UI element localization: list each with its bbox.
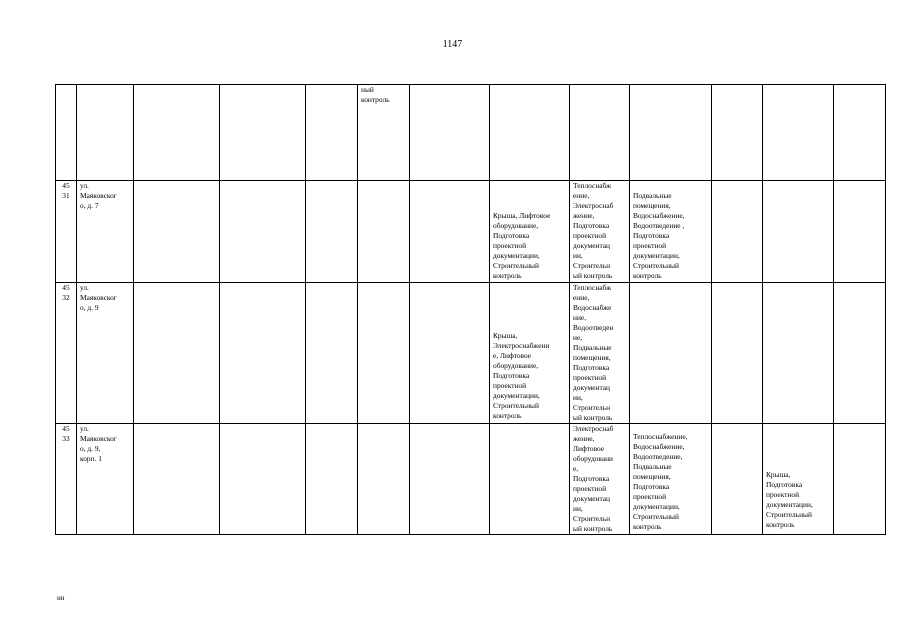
table-row (56, 424, 886, 535)
work-schedule-table (55, 84, 886, 535)
table-cell (834, 283, 886, 424)
page-number: 1147 (442, 39, 463, 50)
table-cell (306, 85, 358, 181)
table-cell (306, 181, 358, 283)
work-cell (490, 85, 570, 181)
work-cell (630, 85, 712, 181)
table-cell (134, 85, 220, 181)
work-cell (570, 85, 630, 181)
footer-note: нн (57, 594, 65, 602)
table-row (56, 85, 886, 181)
row-number: 45 32 (56, 283, 77, 424)
address-cell: ул. Маяковског о, д. 9, корп. 1 (77, 424, 134, 535)
work-cell (490, 424, 570, 535)
work-cell: Теплоснабж ение, Электроснаб жение, Подготовка проектной документац ии, Строительн ый контроль (570, 181, 630, 283)
work-cell: Крыша, Подготовка проектной документации, Строительный контроль (763, 424, 834, 535)
address-cell: ул. Маяковског о, д. 9 (77, 283, 134, 424)
work-cell: Крыша, Лифтовое оборудование, Подготовка проектной документации, Строительный контроль (490, 181, 570, 283)
table-row (56, 181, 886, 283)
address-cell (77, 85, 134, 181)
work-cell (358, 181, 410, 283)
work-cell (763, 181, 834, 283)
table-row (56, 283, 886, 424)
table-cell (134, 283, 220, 424)
row-number: 45 33 (56, 424, 77, 535)
work-cell: Подвальные помещения, Водоснабжение, Водоотведение , Подготовка проектной документации, Строительный контроль (630, 181, 712, 283)
work-cell: Крыша, Электроснабжени е, Лифтовое оборудование, Подготовка проектной документации, Строительный контроль (490, 283, 570, 424)
table-cell (134, 181, 220, 283)
table-cell (220, 85, 306, 181)
work-cell (763, 85, 834, 181)
table-cell (834, 424, 886, 535)
table-cell (220, 424, 306, 535)
table-cell (220, 181, 306, 283)
work-cell: ный контроль (358, 85, 410, 181)
table-cell (834, 181, 886, 283)
table-cell (712, 283, 763, 424)
table-cell (410, 85, 490, 181)
table-cell (306, 283, 358, 424)
row-number (56, 85, 77, 181)
work-cell: Электроснаб жение, Лифтовое оборудовани е, Подготовка проектной документац ии, Строительн ый контроль (570, 424, 630, 535)
work-cell (630, 283, 712, 424)
work-cell (358, 283, 410, 424)
table-cell (712, 181, 763, 283)
address-cell: ул. Маяковског о, д. 7 (77, 181, 134, 283)
work-cell (358, 424, 410, 535)
table-cell (410, 283, 490, 424)
table-cell (134, 424, 220, 535)
table-cell (712, 424, 763, 535)
table-cell (712, 85, 763, 181)
table-cell (220, 283, 306, 424)
work-cell: Теплоснабж ение, Водоснабже ние, Водоотведен ие, Подвальные помещения, Подготовка проектной документац ии, Строительн ый контроль (570, 283, 630, 424)
table-cell (306, 424, 358, 535)
table-cell (410, 424, 490, 535)
table-cell (410, 181, 490, 283)
table-cell (834, 85, 886, 181)
work-cell: Теплоснабжение, Водоснабжение, Водоотведение, Подвальные помещения, Подготовка проектной документации, Строительный контроль (630, 424, 712, 535)
work-cell (763, 283, 834, 424)
row-number: 45 31 (56, 181, 77, 283)
